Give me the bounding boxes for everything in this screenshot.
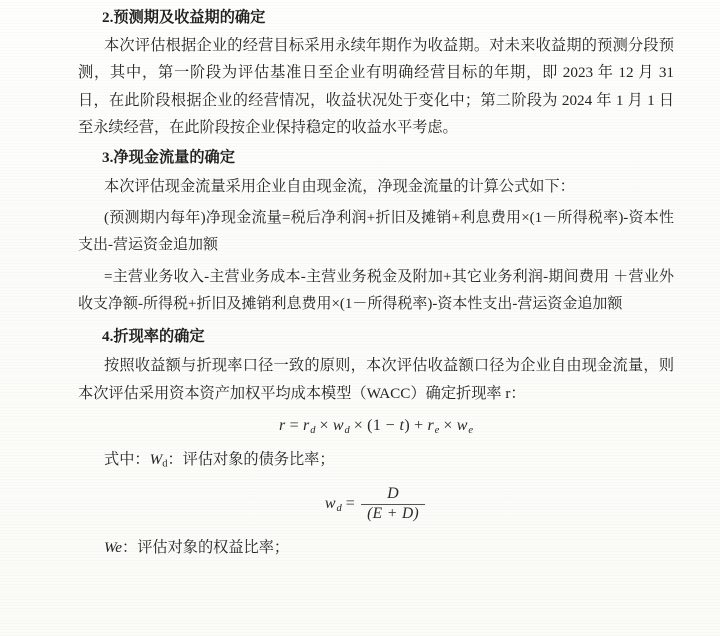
section-2-paragraph-1: 本次评估根据企业的经营目标采用永续年期作为收益期。对未来收益期的预测分段预测，其中，第一阶段为评估基准日至企业有明确经营目标的年期，即 2023 年 12 月 31 日，在此阶段根据企业的经营情况，收益状况处于变化中；第二阶段为 2024 年 1 月 1 日至永续经营，在此阶段按企业保持稳定的收益水平考虑。 (78, 36, 675, 136)
debt-ratio-numerator: D (387, 485, 400, 503)
debt-ratio-fraction (361, 486, 425, 522)
definition-wd (78, 446, 674, 478)
debt-ratio-lhs (325, 495, 342, 514)
wacc-lhs: r (278, 417, 286, 435)
wacc-term-we: $w_e$ (456, 417, 474, 436)
definition-wd-subscript: d (162, 458, 168, 470)
wacc-formula-expression (279, 417, 473, 436)
definition-wd-symbol: W (149, 450, 163, 468)
net-cash-flow-formula-line-2: =主营业务收入-主营业务成本-主营业务税金及附加+其它业务利润-期间费用 ＋营业外收支净额-所得税+折旧及摊销利息费用×(1－所得税率)-资本性支出-营运资金追加额 (78, 268, 674, 312)
wacc-tax-shield: (1 − t) (367, 417, 411, 435)
definition-wd-prefix: 式中： (104, 450, 150, 468)
wacc-op-times-1: × (319, 417, 329, 435)
debt-ratio-expression (325, 486, 427, 522)
wacc-op-times-2: × (353, 417, 364, 435)
section-heading-3: 3.净现金流量的确定 (102, 148, 235, 166)
section-heading-4: 4.折现率的确定 (102, 327, 205, 345)
debt-ratio-formula (78, 486, 674, 522)
net-cash-flow-formula-line-1: (预测期内每年)净现金流量=税后净利润+折旧及摊销+利息费用×(1－所得税率)-资本性支出-营运资金追加额 (78, 209, 674, 253)
wacc-term-re: $r_e$ (427, 417, 440, 436)
debt-ratio-equals: = (345, 495, 356, 513)
wacc-term-re-sub: e (434, 424, 440, 436)
wacc-term-rd-sub: d (310, 424, 316, 436)
definition-wd-separator: ： (167, 450, 183, 468)
wacc-term-rd: $r_d$ (303, 417, 316, 436)
debt-ratio-lhs-sub: d (336, 502, 342, 514)
page-content (78, 4, 674, 562)
wacc-equals: = (289, 417, 300, 435)
definition-we-symbol: We (104, 539, 122, 557)
debt-ratio-denominator: (E + D) (367, 504, 420, 522)
section-3-paragraph-1: 本次评估现金流量采用企业自由现金流，净现金流量的计算公式如下： (104, 178, 575, 195)
definition-we-description: 评估对象的权益比率； (137, 539, 290, 557)
definition-we-separator: ： (122, 539, 138, 557)
wacc-formula (78, 417, 674, 436)
section-4-paragraph-1: 按照收益额与折现率口径一致的原则，本次评估收益额口径为企业自由现金流量，则本次评估采用资本资产加权平均成本模型（WACC）确定折现率 r： (78, 357, 674, 402)
wacc-op-times-3: × (443, 417, 453, 435)
section-heading-2: 2.预测期及收益期的确定 (102, 9, 266, 26)
wacc-term-t: t (399, 417, 405, 435)
wacc-term-wd-sub: d (344, 424, 350, 436)
wacc-term-we-sub: e (468, 424, 474, 436)
definition-wd-description: 评估对象的债务比率； (182, 450, 335, 468)
debt-ratio-lhs-symbol: w (324, 494, 336, 512)
wacc-term-wd: $w_d$ (332, 417, 350, 436)
definition-we (78, 534, 674, 562)
wacc-op-plus: + (414, 417, 424, 435)
